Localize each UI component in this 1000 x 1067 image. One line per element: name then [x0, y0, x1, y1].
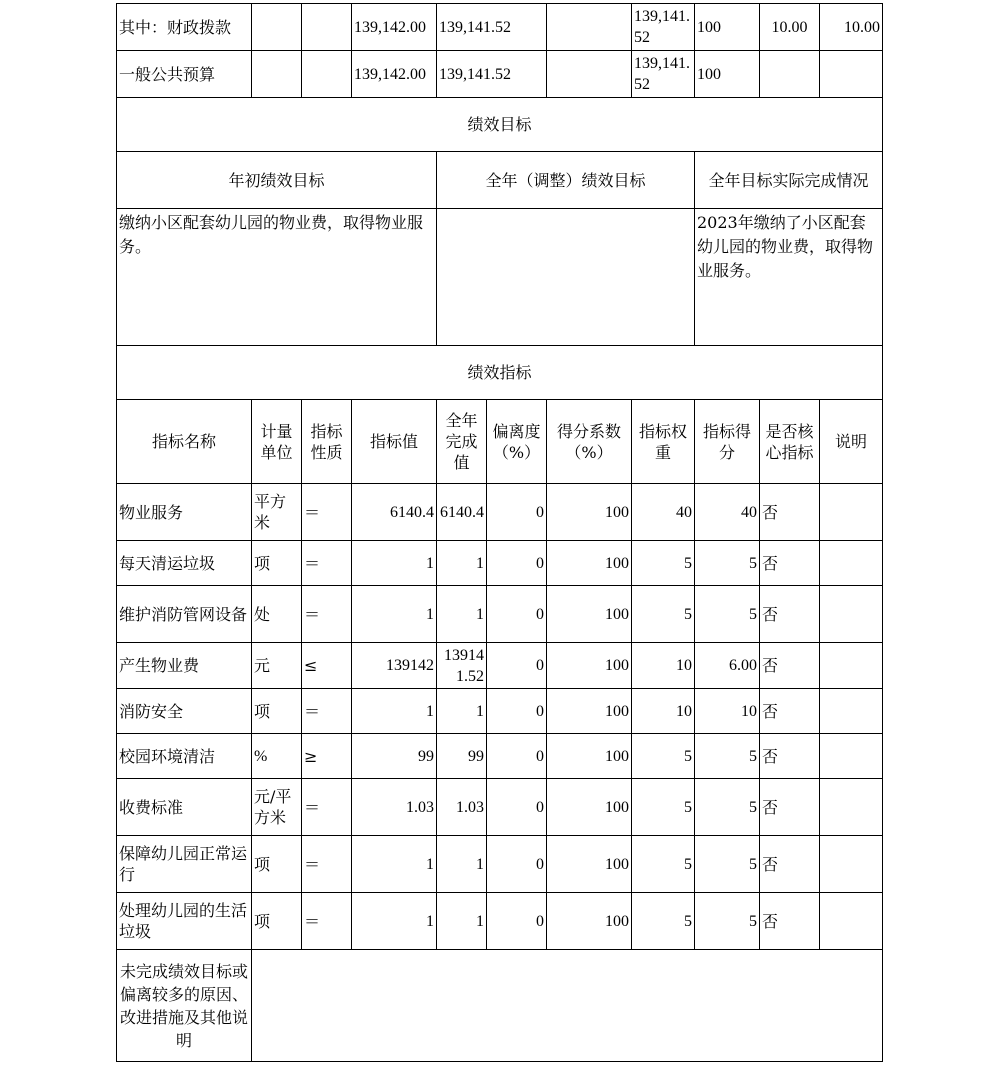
indicator-target: 1.03 [352, 779, 437, 836]
indicator-target: 1 [352, 541, 437, 586]
indicator-weight: 5 [632, 541, 695, 586]
header-core: 是否核心指标 [760, 400, 820, 484]
indicator-nature: ＝ [302, 541, 352, 586]
indicator-nature: ＝ [302, 689, 352, 734]
funding-label: 一般公共预算 [117, 51, 252, 98]
indicator-target: 1 [352, 586, 437, 643]
indicator-unit: 项 [252, 836, 302, 893]
indicator-actual: 6140.4 [437, 484, 487, 541]
performance-table [116, 3, 883, 1062]
goal-initial-header: 年初绩效目标 [117, 152, 437, 209]
indicator-deviation: 0 [487, 836, 547, 893]
indicator-note [820, 734, 883, 779]
indicator-note [820, 541, 883, 586]
funding-rate: 100 [695, 4, 760, 51]
indicator-weight: 5 [632, 836, 695, 893]
indicator-name: 每天清运垃圾 [117, 541, 252, 586]
indicator-nature: ＝ [302, 836, 352, 893]
indicator-actual: 99 [437, 734, 487, 779]
goal-actual-text: 2023年缴纳了小区配套幼儿园的物业费，取得物业服务。 [695, 209, 883, 346]
indicator-name: 校园环境清洁 [117, 734, 252, 779]
indicator-row [117, 484, 883, 541]
indicator-core: 否 [760, 893, 820, 950]
indicator-nature: ≥ [302, 734, 352, 779]
indicator-name: 产生物业费 [117, 643, 252, 689]
indicator-name: 物业服务 [117, 484, 252, 541]
indicator-core: 否 [760, 734, 820, 779]
indicator-row [117, 541, 883, 586]
indicator-coef: 100 [547, 541, 632, 586]
indicator-deviation: 0 [487, 893, 547, 950]
indicator-row [117, 643, 883, 689]
indicator-score: 5 [695, 586, 760, 643]
indicator-target: 1 [352, 893, 437, 950]
funding-rate: 100 [695, 51, 760, 98]
header-name: 指标名称 [117, 400, 252, 484]
indicator-unit: 元/平方米 [252, 779, 302, 836]
indicator-core: 否 [760, 586, 820, 643]
goals-header-row [117, 152, 883, 209]
indicator-score: 40 [695, 484, 760, 541]
indicator-name: 消防安全 [117, 689, 252, 734]
footer-label: 未完成绩效目标或偏离较多的原因、改进措施及其他说明 [117, 950, 252, 1062]
indicator-coef: 100 [547, 586, 632, 643]
indicator-score: 5 [695, 779, 760, 836]
indicator-actual: 1 [437, 586, 487, 643]
indicator-actual: 139141.52 [437, 643, 487, 689]
indicator-score: 5 [695, 734, 760, 779]
indicator-deviation: 0 [487, 689, 547, 734]
indicator-target: 1 [352, 689, 437, 734]
indicator-row [117, 779, 883, 836]
indicator-unit: % [252, 734, 302, 779]
indicator-target: 99 [352, 734, 437, 779]
funding-adjusted: 139,141.52 [437, 4, 547, 51]
indicator-weight: 5 [632, 734, 695, 779]
indicator-core: 否 [760, 643, 820, 689]
goals-section-title: 绩效目标 [117, 98, 883, 152]
header-weight: 指标权重 [632, 400, 695, 484]
indicator-core: 否 [760, 541, 820, 586]
funding-executed: 139,141.52 [632, 51, 695, 98]
indicator-name: 处理幼儿园的生活垃圾 [117, 893, 252, 950]
indicator-target: 1 [352, 836, 437, 893]
indicator-coef: 100 [547, 836, 632, 893]
header-note: 说明 [820, 400, 883, 484]
indicators-section-title: 绩效指标 [117, 346, 883, 400]
header-unit: 计量单位 [252, 400, 302, 484]
indicator-name: 收费标准 [117, 779, 252, 836]
indicator-note [820, 484, 883, 541]
indicators-section-row [117, 346, 883, 400]
indicator-coef: 100 [547, 734, 632, 779]
indicator-score: 5 [695, 893, 760, 950]
indicator-deviation: 0 [487, 734, 547, 779]
goal-adjusted-text [437, 209, 695, 346]
indicator-core: 否 [760, 836, 820, 893]
goals-content-row [117, 209, 883, 346]
indicator-deviation: 0 [487, 586, 547, 643]
indicator-unit: 项 [252, 893, 302, 950]
indicator-coef: 100 [547, 689, 632, 734]
indicator-note [820, 643, 883, 689]
indicator-actual: 1 [437, 689, 487, 734]
header-score: 指标得分 [695, 400, 760, 484]
indicator-target: 6140.4 [352, 484, 437, 541]
indicator-coef: 100 [547, 779, 632, 836]
indicator-coef: 100 [547, 484, 632, 541]
indicator-unit: 项 [252, 689, 302, 734]
funding-row [117, 4, 883, 51]
indicator-coef: 100 [547, 643, 632, 689]
funding-row [117, 51, 883, 98]
indicator-nature: ＝ [302, 779, 352, 836]
indicator-deviation: 0 [487, 779, 547, 836]
goal-initial-text: 缴纳小区配套幼儿园的物业费，取得物业服务。 [117, 209, 437, 346]
indicator-deviation: 0 [487, 541, 547, 586]
indicator-note [820, 689, 883, 734]
indicator-row [117, 689, 883, 734]
header-deviation: 偏离度（%） [487, 400, 547, 484]
indicator-weight: 5 [632, 893, 695, 950]
indicator-target: 139142 [352, 643, 437, 689]
indicator-unit: 平方米 [252, 484, 302, 541]
indicator-note [820, 779, 883, 836]
indicator-core: 否 [760, 779, 820, 836]
indicator-deviation: 0 [487, 484, 547, 541]
indicator-unit: 处 [252, 586, 302, 643]
indicator-score: 5 [695, 836, 760, 893]
indicator-nature: ＝ [302, 893, 352, 950]
header-coef: 得分系数（%） [547, 400, 632, 484]
indicator-core: 否 [760, 484, 820, 541]
indicator-unit: 元 [252, 643, 302, 689]
indicator-core: 否 [760, 689, 820, 734]
indicator-unit: 项 [252, 541, 302, 586]
funding-executed: 139,141.52 [632, 4, 695, 51]
indicator-score: 6.00 [695, 643, 760, 689]
indicator-weight: 10 [632, 689, 695, 734]
indicator-weight: 10 [632, 643, 695, 689]
header-target: 指标值 [352, 400, 437, 484]
funding-weight: 10.00 [760, 4, 820, 51]
funding-score [820, 51, 883, 98]
funding-label: 其中：财政拨款 [117, 4, 252, 51]
indicator-coef: 100 [547, 893, 632, 950]
indicator-nature: ≤ [302, 643, 352, 689]
funding-score: 10.00 [820, 4, 883, 51]
indicator-actual: 1 [437, 836, 487, 893]
indicator-row [117, 586, 883, 643]
indicator-row [117, 893, 883, 950]
indicator-weight: 5 [632, 779, 695, 836]
footer-row [117, 950, 883, 1062]
goal-actual-header: 全年目标实际完成情况 [695, 152, 883, 209]
header-actual: 全年完成值 [437, 400, 487, 484]
indicators-header-row [117, 400, 883, 484]
goals-section-row [117, 98, 883, 152]
header-nature: 指标性质 [302, 400, 352, 484]
indicator-actual: 1 [437, 541, 487, 586]
goal-adjusted-header: 全年（调整）绩效目标 [437, 152, 695, 209]
indicator-score: 10 [695, 689, 760, 734]
indicator-row [117, 734, 883, 779]
funding-budget: 139,142.00 [352, 51, 437, 98]
funding-budget: 139,142.00 [352, 4, 437, 51]
indicator-actual: 1.03 [437, 779, 487, 836]
indicator-weight: 40 [632, 484, 695, 541]
indicator-name: 维护消防管网设备 [117, 586, 252, 643]
indicator-nature: ＝ [302, 586, 352, 643]
indicator-note [820, 893, 883, 950]
indicator-deviation: 0 [487, 643, 547, 689]
indicator-name: 保障幼儿园正常运行 [117, 836, 252, 893]
funding-adjusted: 139,141.52 [437, 51, 547, 98]
indicator-note [820, 586, 883, 643]
indicator-score: 5 [695, 541, 760, 586]
footer-content [252, 950, 883, 1062]
funding-weight [760, 51, 820, 98]
indicator-nature: ＝ [302, 484, 352, 541]
indicator-actual: 1 [437, 893, 487, 950]
indicator-row [117, 836, 883, 893]
indicator-weight: 5 [632, 586, 695, 643]
indicator-note [820, 836, 883, 893]
